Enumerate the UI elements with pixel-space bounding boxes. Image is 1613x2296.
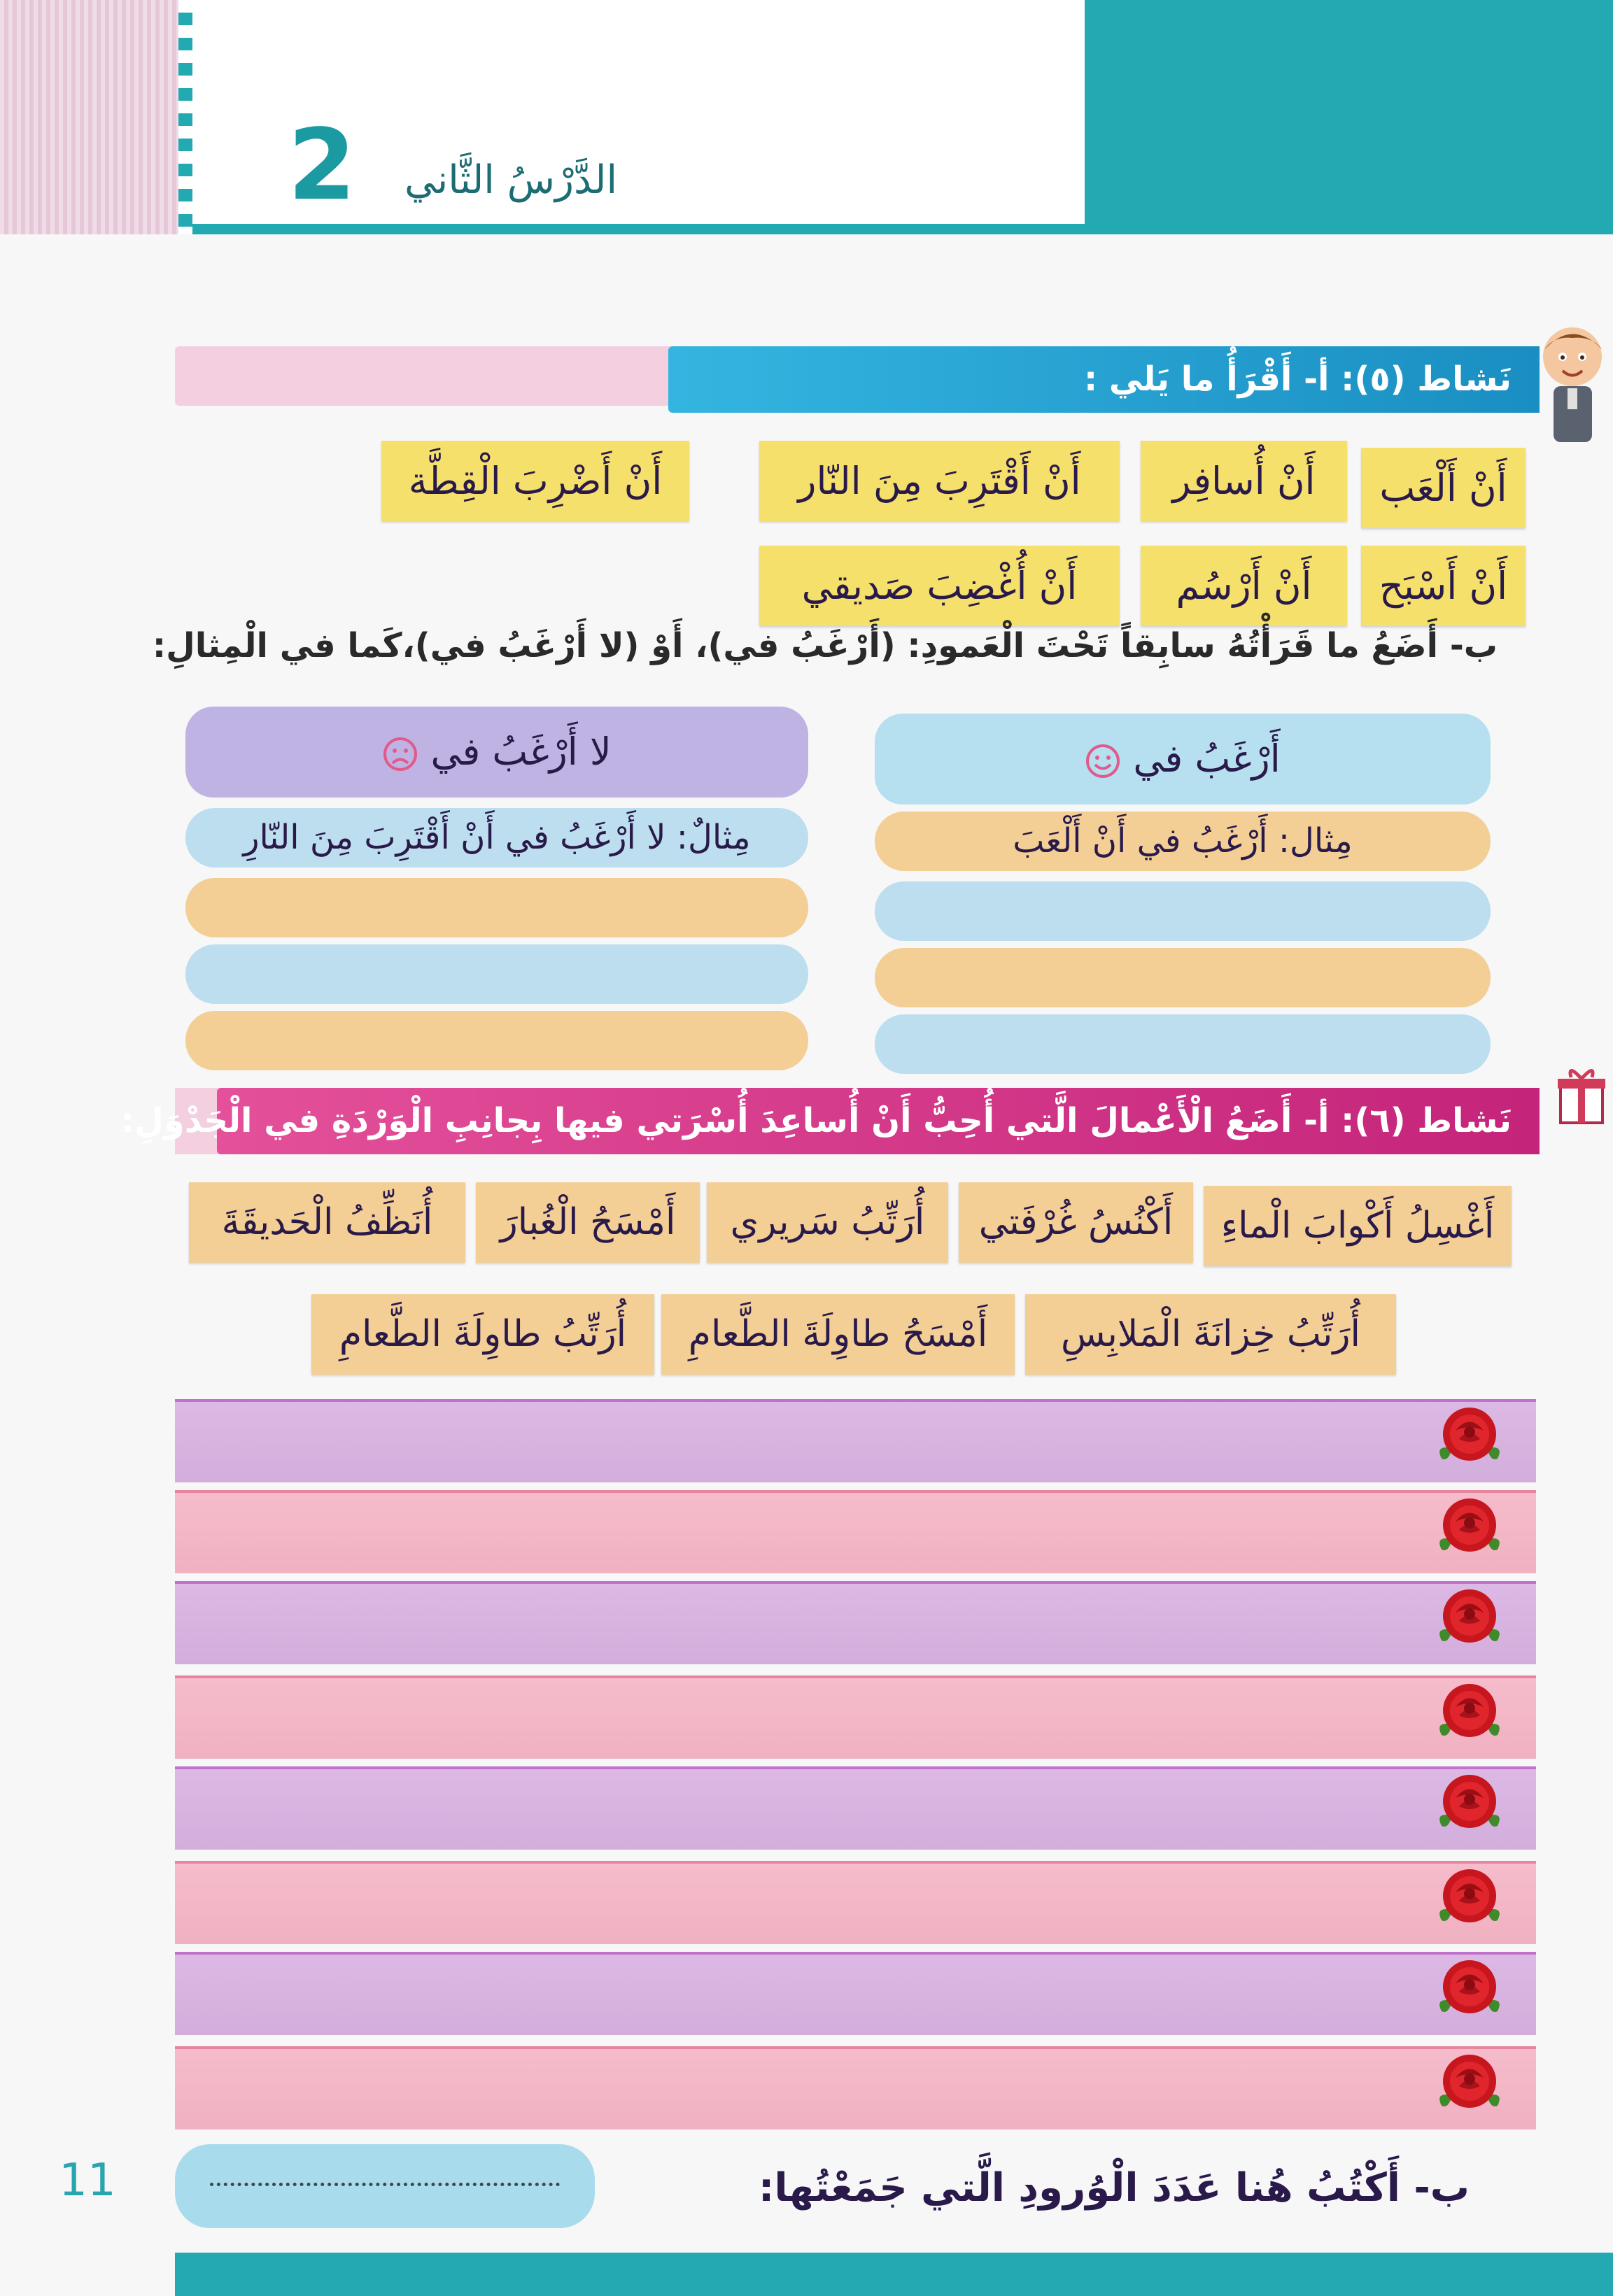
page-number: 11: [59, 2155, 116, 2206]
rose-count-dotted-line: [210, 2183, 560, 2186]
phrase-chip: أَنْ أَلْعَب: [1361, 448, 1526, 528]
smiley-sad-icon: [382, 736, 418, 772]
like-answer-row[interactable]: [875, 881, 1491, 941]
like-answer-row[interactable]: [875, 948, 1491, 1007]
rose-icon: [1428, 1578, 1512, 1661]
gift-icon: [1554, 1063, 1610, 1126]
activity6-banner: [121, 1088, 1540, 1154]
rose-table-row[interactable]: [175, 1399, 1536, 1482]
rose-table-row[interactable]: [175, 1861, 1536, 1944]
like-header-label: أَرْغَبُ في: [1133, 737, 1281, 781]
smiley-happy-icon: [1085, 743, 1121, 779]
task-chip: أَمْسَحُ طاوِلَةَ الطَّعامِ: [661, 1294, 1015, 1375]
lesson-number: 2: [288, 108, 356, 222]
task-chip: أُنَظِّفُ الْحَديقَةَ: [189, 1182, 465, 1263]
activity5-title: نَشاط (٥): أ- أَقْرَأُ ما يَلي :: [1083, 360, 1512, 399]
rose-table-row[interactable]: [175, 1581, 1536, 1664]
task-chip: أَكْنُسُ غُرْفَتي: [959, 1182, 1193, 1263]
phrase-chip: أَنْ أَقْتَرِبَ مِنَ النّار: [759, 441, 1120, 521]
rose-icon: [1428, 1857, 1512, 1941]
lesson-title: الدَّرْسُ الثَّاني: [404, 157, 618, 203]
header-binding-strip: [0, 0, 189, 234]
dislike-column-header: [185, 707, 808, 798]
task-chip: أُرَتِّبُ سَريري: [707, 1182, 948, 1263]
rose-table-row[interactable]: [175, 1766, 1536, 1850]
rose-icon: [1428, 2043, 1512, 2127]
task-chip: أُرَتِّبُ طاوِلَةَ الطَّعامِ: [311, 1294, 654, 1375]
activity6-instruction-b: ب- أَكْتُبُ هُنا عَدَدَ الْوُرودِ الَّتي جَمَعْتُها:: [758, 2165, 1470, 2211]
rose-table-row[interactable]: [175, 1675, 1536, 1759]
activity6-title: نَشاط (٦): أ- أَضَعُ الْأَعْمالَ الَّتي أُحِبُّ أَنْ أُساعِدَ أُسْرَتي فيها بِجانِبِ الْوَرْدَةِ في الْجَدْوَلِ:: [121, 1101, 1512, 1140]
rose-icon: [1428, 1487, 1512, 1571]
rose-count-input[interactable]: [175, 2144, 595, 2228]
dislike-answer-row[interactable]: [185, 878, 808, 937]
dislike-answer-row[interactable]: [185, 944, 808, 1004]
rose-table-row[interactable]: [175, 1490, 1536, 1573]
phrase-chip: أَنْ أَسْبَح: [1361, 546, 1526, 626]
activity5-instruction-b: ب- أَضَعُ ما قَرَأْتُهُ سابِقاً تَحْتَ الْعَمودِ: (أَرْغَبُ في)، أَوْ (لا أَرْغَبُ في)،كَما في الْمِثالِ:: [152, 626, 1498, 665]
rose-icon: [1428, 1672, 1512, 1756]
activity5-banner: [668, 346, 1540, 413]
phrase-chip: أَنْ أَضْرِبَ الْقِطَّة: [381, 441, 689, 521]
phrase-chip: أَنْ أَرْسُم: [1141, 546, 1347, 626]
phrase-chip: أَنْ أُغْضِبَ صَديقي: [759, 546, 1120, 626]
like-example-text: مِثال: أَرْغَبُ في أَنْ أَلْعَبَ: [1013, 821, 1353, 860]
rose-table-row[interactable]: [175, 2046, 1536, 2130]
like-answer-row[interactable]: [875, 1014, 1491, 1074]
activity5-side-tag: [175, 346, 675, 406]
header-stitch-stripe: [178, 0, 192, 234]
like-example-row: [875, 812, 1491, 871]
rose-table-row[interactable]: [175, 1952, 1536, 2035]
task-chip: أَمْسَحُ الْغُبارَ: [476, 1182, 700, 1263]
dislike-header-label: لا أَرْغَبُ في: [430, 730, 612, 774]
rose-icon: [1428, 1948, 1512, 2032]
dislike-example-text: مِثالٌ: لا أَرْغَبُ في أَنْ أَقْتَرِبَ مِنَ النّارِ: [243, 818, 751, 857]
phrase-chip: أَنْ أُسافِر: [1141, 441, 1347, 521]
rose-icon: [1428, 1396, 1512, 1480]
task-chip: أَغْسِلُ أَكْوابَ الْماءِ: [1204, 1186, 1512, 1266]
boy-character-icon: [1536, 318, 1610, 451]
rose-icon: [1428, 1763, 1512, 1847]
footer-bar: [175, 2253, 1613, 2296]
dislike-example-row: [185, 808, 808, 867]
like-column-header: [875, 714, 1491, 805]
task-chip: أُرَتِّبُ خِزانَةَ الْمَلابِسِ: [1025, 1294, 1396, 1375]
dislike-answer-row[interactable]: [185, 1011, 808, 1070]
